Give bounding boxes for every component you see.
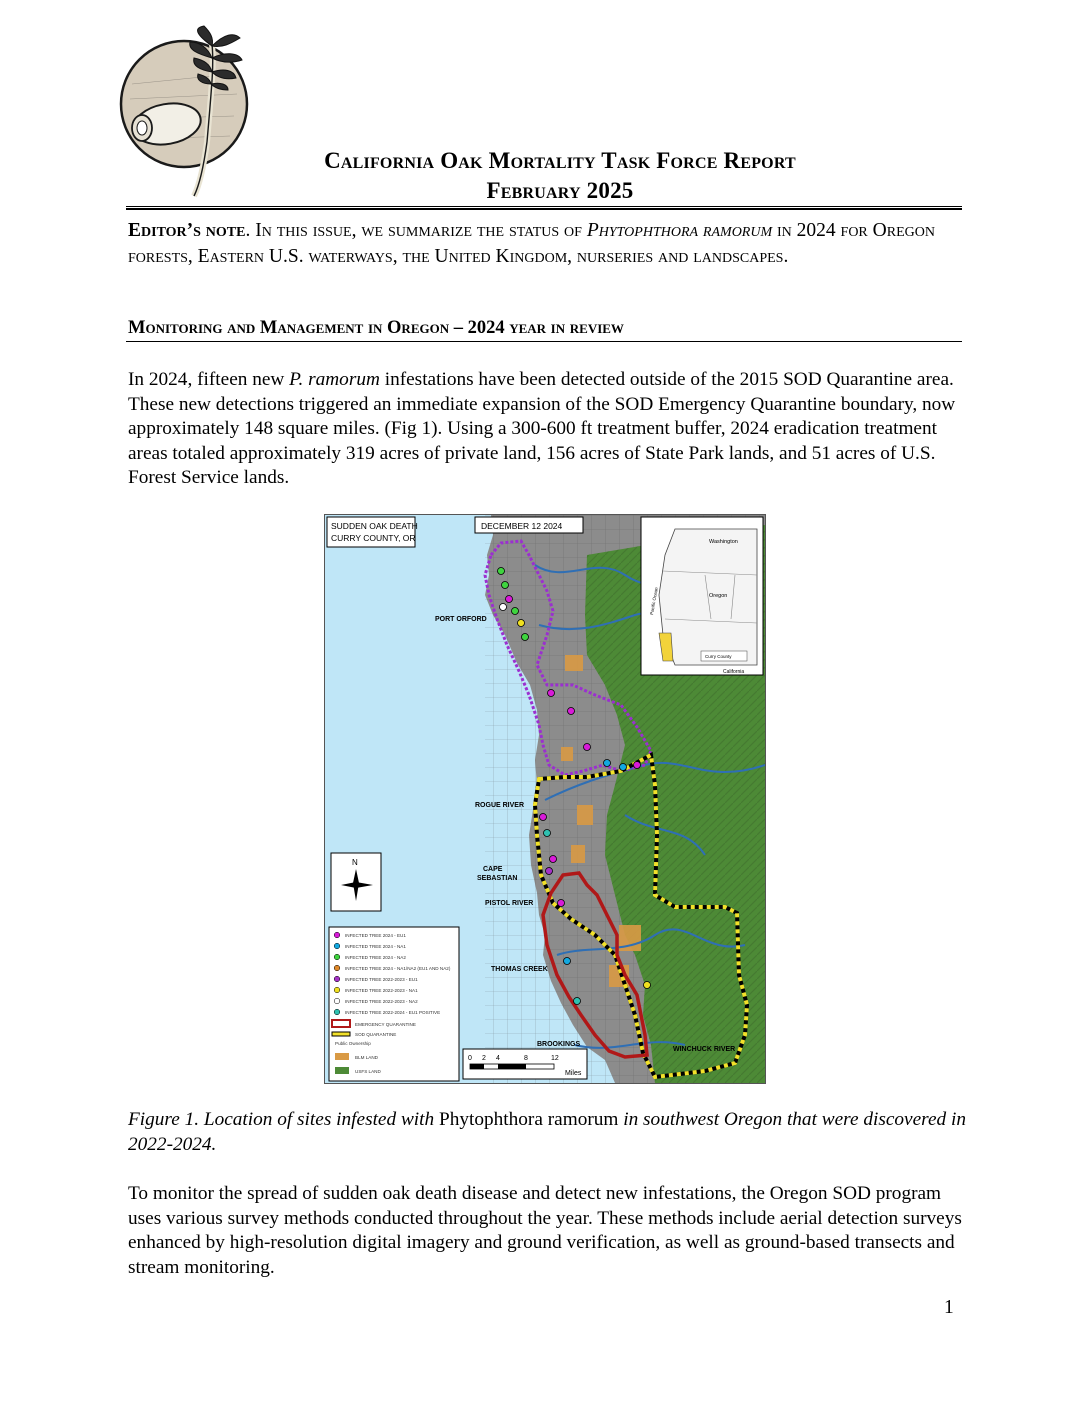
inset-washington: Washington <box>709 539 738 545</box>
svg-text:4: 4 <box>496 1055 500 1062</box>
label-pistol-river: PISTOL RIVER <box>485 900 534 907</box>
svg-text:0: 0 <box>468 1055 472 1062</box>
title-rule-thin <box>126 206 962 207</box>
legend-item: INFECTED TREE 2022-2023 - EU1 <box>345 977 418 982</box>
editor-note-text: In this issue, we summarize the status of <box>255 220 587 241</box>
label-rogue-river: ROGUE RIVER <box>475 802 525 809</box>
page-number: 1 <box>944 1297 954 1318</box>
paragraph-infestations: In 2024, fifteen new P. ramorum infestations have been detected outside of the 2015 SOD Quarantine area. These new detections triggered an immediate expansion of the SOD Emergency Quarantine boundary, now approximately 148 square miles. (Fig 1). Using a 300-600 ft treatment buffer, 2024 eradication treatment areas totaled approximately 319 acres of private land, 156 acres of State Park lands, and 51 acres of U.S. Forest Service lands. <box>128 369 956 488</box>
legend-item: INFECTED TREE 2024 - NA2 <box>345 955 406 960</box>
editor-note: Editor’s note. In this issue, we summarize the status of Phytophthora ramorum in 2024 for Oregon forests, Eastern U.S. waterways, the United Kingdom, nurseries and landscapes. <box>128 220 935 267</box>
inset-oregon: Oregon <box>709 593 728 599</box>
task-force-logo <box>112 24 262 204</box>
editor-note-species: Phytophthora ramorum <box>586 220 773 241</box>
legend-blm: BLM LAND <box>355 1055 378 1060</box>
section-heading: Monitoring and Management in Oregon – 2024 year in review <box>128 318 624 338</box>
figure-caption: Figure 1. Location of sites infested with Phytophthora ramorum in southwest Oregon that were discovered in 2022-2024. <box>128 1109 966 1155</box>
legend-public: Public Ownership <box>335 1041 371 1046</box>
label-sebastian: SEBASTIAN <box>477 875 518 882</box>
legend-item: INFECTED TREE 2022-2023 - NA2 <box>345 999 418 1004</box>
label-brookings: BROOKINGS <box>537 1041 581 1048</box>
label-winchuck-river: WINCHUCK RIVER <box>673 1046 736 1053</box>
legend-item: INFECTED TREE 2024 - NA1/NA2 (EU1 AND NA2) <box>345 966 451 971</box>
svg-text:2: 2 <box>482 1055 486 1062</box>
svg-text:12: 12 <box>551 1055 559 1062</box>
scale-unit: Miles <box>565 1070 582 1077</box>
figure-map <box>324 514 766 1084</box>
inset-pacific: Pacific Ocean <box>649 586 659 616</box>
label-cape: CAPE <box>483 866 503 873</box>
section-rule <box>126 341 962 342</box>
label-thomas-creek: THOMAS CREEK <box>491 966 548 973</box>
editor-note-label: Editor’s note <box>128 220 246 241</box>
title-rule-thick <box>126 208 962 210</box>
label-port-orford: PORT ORFORD <box>435 616 487 623</box>
paragraph-monitoring: To monitor the spread of sudden oak death disease and detect new infestations, the Oregon SOD program uses various survey methods conducted throughout the year. These methods include aerial detection surveys enhanced by high-resolution digital imagery and ground verification, as well as ground-based transects and stream monitoring. <box>128 1183 962 1278</box>
legend-emergency: EMERGENCY QUARANTINE <box>355 1022 416 1027</box>
legend-item: INFECTED TREE 2024 - NA1 <box>345 944 406 949</box>
legend-item: INFECTED TREE 2022-2024 - EU1 POSITIVE <box>345 1010 441 1015</box>
legend-quarantine: SOD QUARANTINE <box>355 1032 397 1037</box>
map-title-1: SUDDEN OAK DEATH <box>331 521 418 531</box>
map-date: DECEMBER 12 2024 <box>481 521 563 531</box>
inset-curry: Curry County <box>705 654 732 659</box>
legend-item: INFECTED TREE 2024 - EU1 <box>345 933 406 938</box>
north-label: N <box>352 858 358 867</box>
legend-item: INFECTED TREE 2022-2023 - NA1 <box>345 988 418 993</box>
svg-text:8: 8 <box>524 1055 528 1062</box>
species-name: P. ramorum <box>289 369 380 390</box>
report-date: February 2025 <box>486 178 634 203</box>
inset-california: California <box>723 669 745 675</box>
legend-usfs: USFS LAND <box>355 1069 381 1074</box>
caption-species: Phytophthora ramorum <box>439 1109 619 1130</box>
report-title: California Oak Mortality Task Force Report <box>324 148 796 173</box>
map-title-2: CURRY COUNTY, OR <box>331 533 416 543</box>
